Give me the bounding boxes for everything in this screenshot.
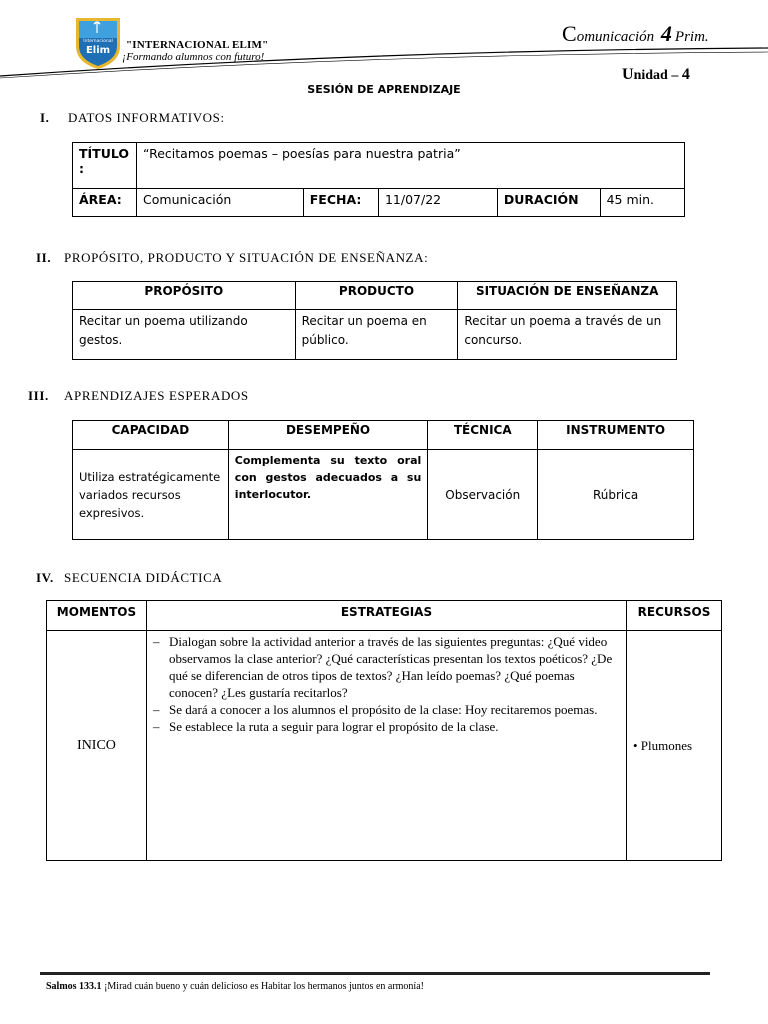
unit-label <box>622 66 690 84</box>
header-desempeno: DESEMPEÑO <box>228 421 428 450</box>
strategy-item: – Dialogan sobre la actividad anterior a través de las siguientes preguntas: ¿Qué video observamos la clase anterior? ¿Qué características presentan los textos poéticos? ¿De qué se diferencian de otros tipos de textos? ¿Han leído poemas? ¿Qué poemas conocen? ¿Les gustaría recitarlos? <box>151 633 622 701</box>
school-name: "INTERNACIONAL ELIM" <box>126 39 269 51</box>
cell-tecnica: Observación <box>428 450 538 540</box>
resource-cell: • Plumones <box>627 631 722 861</box>
duracion-label: DURACIÓN <box>497 189 600 217</box>
inicio-row <box>47 631 722 861</box>
unit-number: 4 <box>681 66 690 83</box>
unit-initial: U <box>622 66 634 83</box>
titulo-row <box>73 143 685 189</box>
strategies-cell <box>146 631 626 861</box>
proposito-data-row <box>73 310 677 360</box>
strategies-list <box>151 633 622 735</box>
area-row <box>73 189 685 217</box>
section-1-roman: I. <box>40 110 50 125</box>
datos-informativos-table <box>72 142 685 217</box>
school-motto: ¡Formando alumnos con futuro! <box>122 51 265 63</box>
footer-text: ¡Mirad cuán bueno y cuán delicioso es Habitar los hermanos juntos en armonía! <box>101 981 424 992</box>
aprendizajes-header-row <box>73 421 694 450</box>
header-producto: PRODUCTO <box>295 282 458 310</box>
header-tecnica: TÉCNICA <box>428 421 538 450</box>
subject-rest: omunicación <box>576 29 655 45</box>
footer-verse <box>46 981 424 992</box>
section-3-text: APRENDIZAJES ESPERADOS <box>64 388 249 403</box>
cell-producto: Recitar un poema en público. <box>295 310 458 360</box>
grade-number: 4 <box>660 21 672 46</box>
section-4-roman: IV. <box>36 570 54 585</box>
section-2-text: PROPÓSITO, PRODUCTO Y SITUACIÓN DE ENSEÑANZA: <box>64 250 429 265</box>
unit-rest: nidad <box>633 68 668 83</box>
section-2-roman: II. <box>36 250 52 265</box>
section-3-roman: III. <box>28 388 49 403</box>
area-value: Comunicación <box>137 189 304 217</box>
header-momentos: MOMENTOS <box>47 601 147 631</box>
session-title: SESIÓN DE APRENDIZAJE <box>307 83 461 96</box>
header-proposito: PROPÓSITO <box>73 282 296 310</box>
grade-level: Prim. <box>674 29 709 45</box>
cell-situacion: Recitar un poema a través de un concurso. <box>458 310 677 360</box>
duracion-value: 45 min. <box>600 189 684 217</box>
section-4-title <box>36 570 222 586</box>
logo-text-top: Internacional <box>83 39 113 44</box>
footer-ref: Salmos 133.1 <box>46 981 102 992</box>
fecha-value: 11/07/22 <box>378 189 497 217</box>
proposito-header-row <box>73 282 677 310</box>
secuencia-header-row <box>47 601 722 631</box>
strategy-item: – Se dará a conocer a los alumnos el propósito de la clase: Hoy recitaremos poemas. <box>151 701 622 718</box>
unit-separator: – <box>671 68 679 83</box>
section-3-title <box>28 388 249 404</box>
moment-label: INICO <box>47 631 147 861</box>
area-label: ÁREA: <box>73 189 137 217</box>
secuencia-table <box>46 600 722 861</box>
proposito-table <box>72 281 677 360</box>
cell-capacidad: Utiliza estratégicamente variados recursos expresivos. <box>73 450 229 540</box>
header-recursos: RECURSOS <box>627 601 722 631</box>
header-estrategias: ESTRATEGIAS <box>146 601 626 631</box>
fecha-label: FECHA: <box>303 189 378 217</box>
header-capacidad: CAPACIDAD <box>73 421 229 450</box>
logo-text-main: Elim <box>85 45 111 56</box>
header-situacion: SITUACIÓN DE ENSEÑANZA <box>458 282 677 310</box>
titulo-label: TÍTULO : <box>73 143 137 189</box>
header-instrumento: INSTRUMENTO <box>538 421 694 450</box>
cell-instrumento: Rúbrica <box>538 450 694 540</box>
section-1-title <box>40 110 225 126</box>
footer-divider <box>40 972 710 975</box>
subject-initial: C <box>562 21 577 46</box>
aprendizajes-data-row <box>73 450 694 540</box>
section-4-text: SECUENCIA DIDÁCTICA <box>64 570 223 585</box>
cell-proposito: Recitar un poema utilizando gestos. <box>73 310 296 360</box>
section-2-title <box>36 250 428 266</box>
section-1-text: DATOS INFORMATIVOS: <box>68 110 225 125</box>
cell-desempeno: Complementa su texto oral con gestos adecuados a su interlocutor. <box>228 450 428 540</box>
aprendizajes-table <box>72 420 694 540</box>
titulo-value: “Recitamos poemas – poesías para nuestra patria” <box>137 143 685 189</box>
strategy-item: – Se establece la ruta a seguir para lograr el propósito de la clase. <box>151 718 622 735</box>
